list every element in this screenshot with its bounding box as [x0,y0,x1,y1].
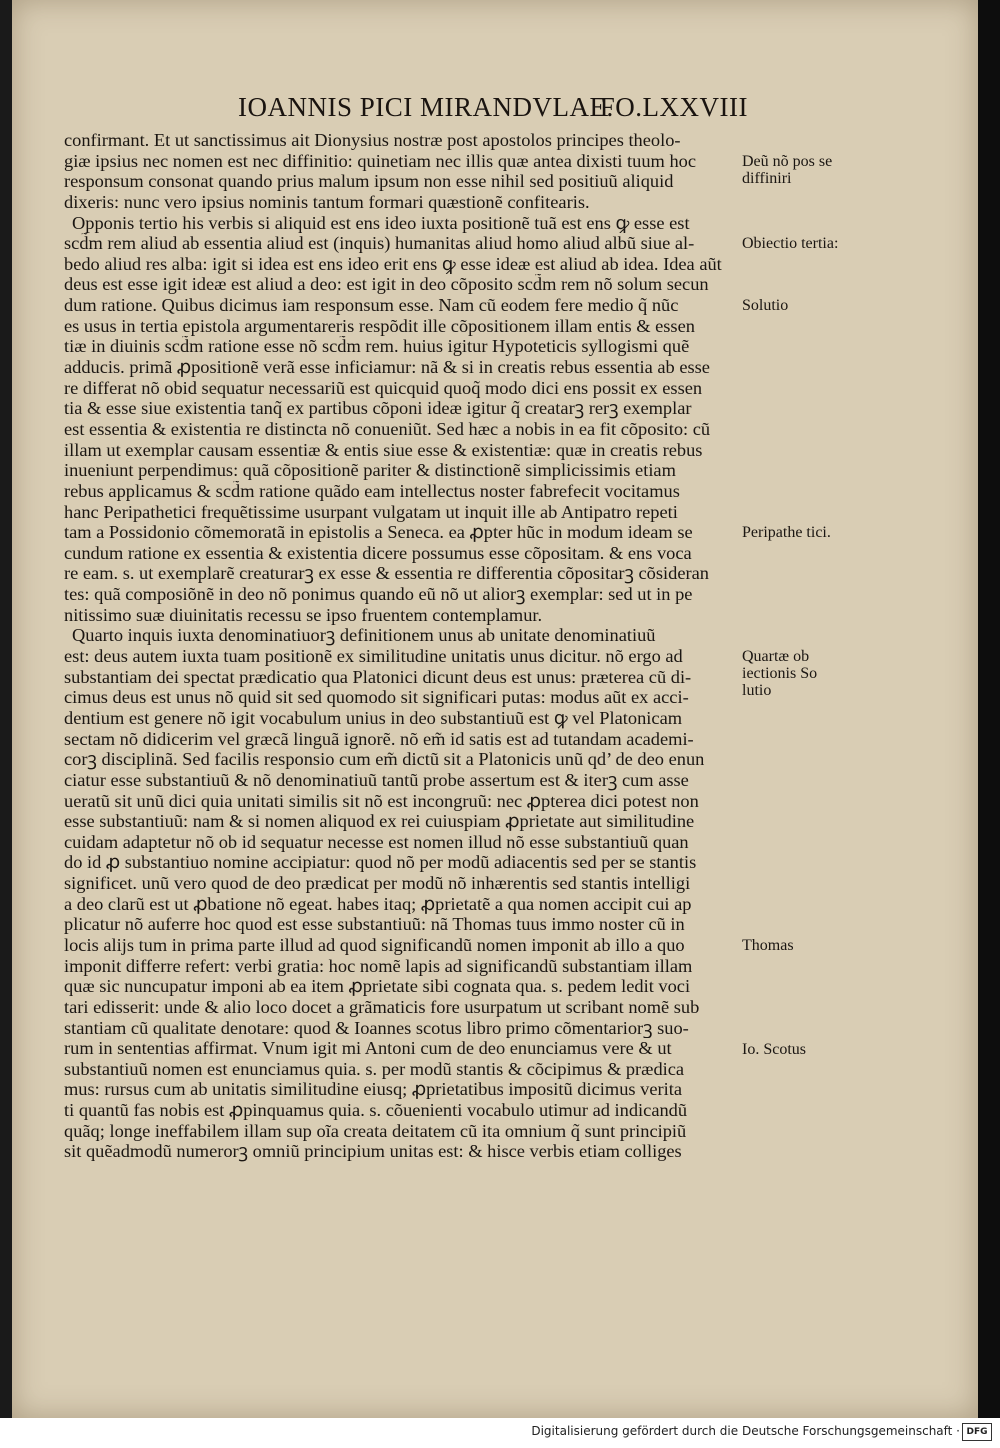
text-line: hanc Peripathetici frequẽtissime usurpant vulgatam ut inquit ille ab Antipatro repeti [64,501,678,522]
text-line: sectam nõ didicerim vel græcã linguã ignorẽ. nõ em̃ id satis est ad tutandam academi- [64,728,694,749]
text-line: deus est esse igit ideæ est aliud a deo: est igit in deo cõposito scd̃m rem nõ solum secun [64,274,709,295]
text-line: inueniunt perpendimus: quã cõpositionẽ pariter & distinctionẽ simplicissimis etiam [64,460,676,481]
text-line: tiæ in diuinis scd̃m ratione esse nõ scd̃m rem. huius igitur Hypoteticis syllogismi quẽ [64,336,690,357]
page-header [238,92,748,132]
text-line: corꝫ disciplinã. Sed facilis responsio cum em̃ dictũ sit a Platonicis unũ qd’ de deo enun [64,749,705,770]
text-line: tari edisserit: unde & alio loco docet a grãmaticis fore usurpatum ut scribant nomẽ sub [64,996,700,1017]
text-line: est essentia & existentia re distincta nõ conueniũt. Sed hæc a nobis in ea fit cõposito: cũ [64,418,711,439]
text-line: scd̃m rem aliud ab essentia aliud est (inquis) humanitas aliud homo aliud albũ siue al- [64,233,695,254]
text-line: adducis. primã ꝓpositionẽ verã esse inficiamur: nã & si in creatis rebus essentia ab esse [64,357,710,378]
margin-note: Solutio [742,297,789,315]
margin-note: Io. Scotus [742,1040,806,1058]
text-line: quæ sic nuncupatur imponi ab ea item ꝓprietate sibi cognata qua. s. pedem ledit voci [64,976,691,997]
dfg-logo: DFG [962,1423,992,1441]
margin-note: Obiectio tertia: [742,235,839,253]
text-line: rum in sententias affirmat. Vnum igit mi Antoni cum de deo enunciamus vere & ut [64,1038,672,1059]
text-line: ti quantũ fas nobis est ꝓpinquamus quia. s. cõuenienti vocabulo utimur ad indicandũ [64,1100,688,1121]
text-line: re eam. s. ut exemplarẽ creaturarꝫ ex esse & essentia re differentia cõpositarꝫ cõsideran [64,563,709,584]
text-line: bedo aliud res alba: igit si idea est ens ideo erit ens ꝙ esse ideæ est aliud ab idea. Idea aũt [64,253,722,274]
text-line: ciatur esse substantiuũ & nõ denominatiuũ tantũ probe assertum est & iterꝫ cum asse [64,769,689,790]
text-line: dum ratione. Quibus dicimus iam responsum esse. Nam cũ eodem fere medio q̃ nũc [64,295,679,316]
text-line: substantiuũ nomen est enunciamus quia. s. per modũ stantis & cõcipimus & prædica [64,1058,685,1079]
page-edge [978,0,1000,1418]
text-line: tes: quã composiõnẽ in deo nõ ponimus quando eũ nõ ut aliorꝫ exemplar: sed ut in pe [64,584,693,605]
text-line: nitissimo suæ diuinitatis recessu se ipso fruentem contemplamur. [64,604,543,625]
text-line: es usus in tertia epistola argumentareris respõdit ille cõpositionem illam entis & essen [64,315,695,336]
running-title: IOANNIS PICI MIRANDVLAE. [238,92,614,122]
text-line: giæ ipsius nec nomen est nec diffinitio: quinetiam nec illis quæ antea dixisti tuum hoc [64,150,696,171]
text-line: stantiam cũ qualitate denotare: quod & Ioannes scotus libro primo cõmentariorꝫ suo- [64,1017,689,1038]
text-line: quãq; longe ineffabilem illam sup oĩa creata deitatem cũ ita omnium q̃ sunt principiũ [64,1120,687,1141]
footer-bar [0,1418,1000,1448]
text-line: illam ut exemplar causam essentiæ & entis siue esse & existentiæ: quæ in creatis rebus [64,439,703,460]
margin-note: Deũ nõ pos se diffiniri [742,152,833,187]
text-line: locis alijs tum in prima parte illud ad quod significandũ nomen imponit ab illo a quo [64,934,685,955]
text-line: Opponis tertio his verbis si aliquid est ens ideo iuxta positionẽ tuã est ens ꝙ esse est [72,212,690,233]
text-line: dentium est genere nõ igit vocabulum unius in deo substantiuũ est ꝙ vel Platonicam [64,707,683,728]
margin-note: Peripathe tici. [742,524,831,542]
margin-note: Thomas [742,937,794,955]
text-line: sit quẽadmodũ numerorꝫ omniũ principium unitas est: & hisce verbis etiam colliges [64,1141,682,1162]
text-line: rebus applicamus & scd̃m ratione quãdo eam intellectus noster fabrefecit vocitamus [64,480,680,501]
text-line: substantiam dei spectat prædicatio qua Platonici dicunt deus est unus: præterea cũ di- [64,666,692,687]
text-line: tia & esse siue existentia tanq̃ ex partibus cõponi ideæ igitur q̃ creatarꝫ rerꝫ exemplar [64,398,692,419]
text-line: esse substantiuũ: nam & si nomen aliquod ex rei cuiuspiam ꝓprietate aut similitudine [64,811,695,832]
text-line: responsum consonat quando prius malum ipsum non esse nihil sed positiuũ aliquid [64,171,674,192]
text-line: imponit differre refert: verbi gratia: hoc nomẽ lapis ad significandũ substantiam illam [64,955,693,976]
text-line: re differat nõ obid sequatur necessariũ est quicquid quoq̃ modo dici ens possit ex essen [64,377,703,398]
text-line: est: deus autem iuxta tuam positionẽ ex similitudine unitatis unus dicitur. nõ ergo ad [64,646,683,667]
text-line: cundum ratione ex essentia & existentia dicere possumus esse cõpositam. & ens voca [64,542,692,563]
text-line: cuidam adaptetur nõ ob id sequatur necesse est nomen illud nõ esse substantiuũ quan [64,831,689,852]
text-line: mus: rursus cum ab unitatis similitudine eiusq; ꝓprietatibus impositũ dicimus verita [64,1079,683,1100]
text-line: confirmant. Et ut sanctissimus ait Dionysius nostræ post apostolos principes theolo- [64,130,681,150]
margin-note: Quartæ ob iectionis So lutio [742,648,818,700]
folio-number: FO.LXXVIII [599,92,748,122]
text-line: do id ꝓ substantiuo nomine accipiatur: quod nõ per modũ adiacentis sed per se stantis [64,852,697,873]
main-text-block [64,130,738,1162]
text-line: dixeris: nunc vero ipsius nominis tantum formari quæstionẽ confitearis. [64,191,590,212]
text-line: significet. unũ vero quod de deo prædicat per modũ nõ inhærentis sed stantis intelligi [64,873,691,894]
digitization-credit: Digitalisierung gefördert durch die Deutsche Forschungsgemeinschaft · [531,1424,960,1438]
text-line: a deo clarũ est ut ꝓbatione nõ egeat. habes itaq; ꝓprietatẽ a qua nomen accipit cui ap [64,893,692,914]
text-line: tam a Possidonio cõmemoratã in epistolis a Seneca. ea ꝓpter hũc in modum ideam se [64,522,693,543]
text-line: cimus deus est unus nõ quid sit sed quomodo sit significari putas: modus aũt ex acci- [64,687,689,708]
text-line: ueratũ sit unũ dici quia unitati similis sit nõ est incongruũ: nec ꝓpterea dici potest non [64,790,699,811]
text-line: Quarto inquis iuxta denominatiuorꝫ definitionem unus ab unitate denominatiuũ [72,625,656,646]
text-line: plicatur nõ auferre hoc quod est esse substantiuũ: nã Thomas tuus immo noster cũ in [64,914,685,935]
